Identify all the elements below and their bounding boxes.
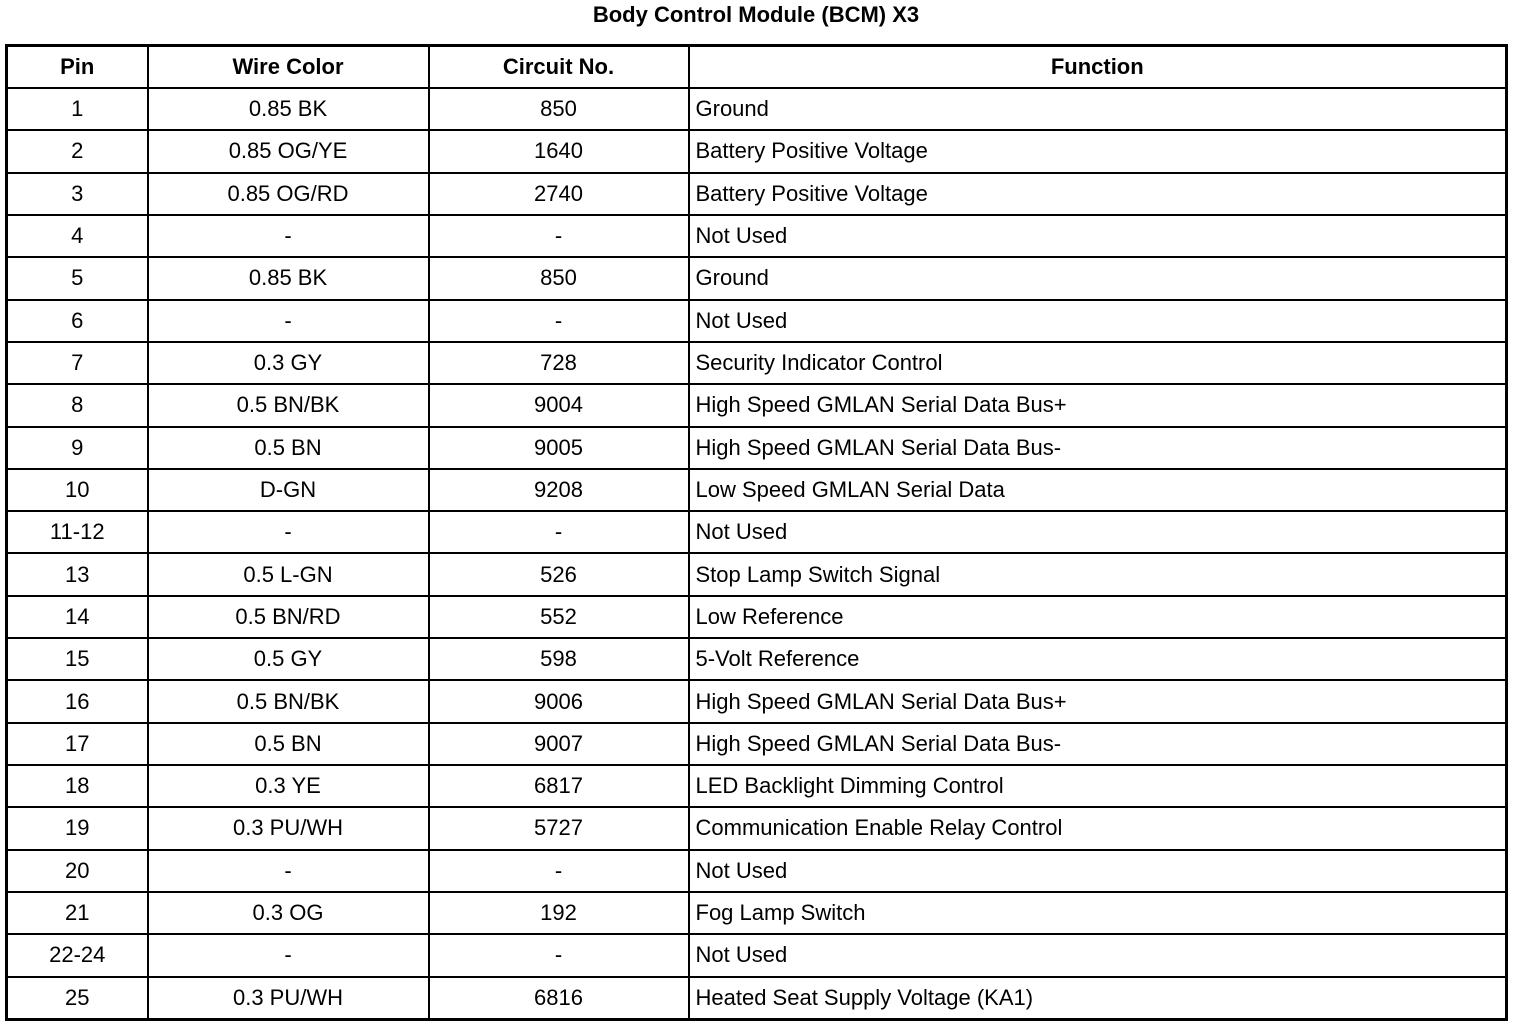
table-row — [7, 511, 1507, 553]
table-row — [7, 215, 1507, 257]
circuit-no-cell: 192 — [429, 892, 689, 934]
wire-color-cell: - — [148, 511, 429, 553]
table-row — [7, 300, 1507, 342]
wire-color-cell: 0.5 BN — [148, 723, 429, 765]
table-row — [7, 934, 1507, 976]
function-cell: Fog Lamp Switch — [689, 892, 1507, 934]
function-cell: High Speed GMLAN Serial Data Bus+ — [689, 384, 1507, 426]
pin-cell: 22-24 — [7, 934, 148, 976]
pin-cell: 25 — [7, 977, 148, 1020]
function-cell: Not Used — [689, 511, 1507, 553]
table-row — [7, 130, 1507, 172]
pin-cell: 7 — [7, 342, 148, 384]
circuit-no-cell: - — [429, 300, 689, 342]
pin-cell: 20 — [7, 850, 148, 892]
circuit-no-cell: 6816 — [429, 977, 689, 1020]
wire-color-cell: 0.5 BN/BK — [148, 680, 429, 722]
circuit-no-cell: 6817 — [429, 765, 689, 807]
pin-cell: 11-12 — [7, 511, 148, 553]
pin-cell: 6 — [7, 300, 148, 342]
table-row — [7, 257, 1507, 299]
pin-cell: 19 — [7, 807, 148, 849]
table-row — [7, 427, 1507, 469]
circuit-no-cell: 1640 — [429, 130, 689, 172]
circuit-no-cell: 2740 — [429, 173, 689, 215]
circuit-no-cell: 9006 — [429, 680, 689, 722]
table-row — [7, 807, 1507, 849]
table-row — [7, 88, 1507, 130]
circuit-no-cell: 9005 — [429, 427, 689, 469]
function-cell: Battery Positive Voltage — [689, 173, 1507, 215]
wire-color-cell: 0.85 OG/YE — [148, 130, 429, 172]
circuit-no-cell: - — [429, 215, 689, 257]
column-header-circuit-no: Circuit No. — [429, 46, 689, 89]
function-cell: Not Used — [689, 934, 1507, 976]
function-cell: Not Used — [689, 215, 1507, 257]
pin-cell: 3 — [7, 173, 148, 215]
pin-cell: 16 — [7, 680, 148, 722]
document-title: Body Control Module (BCM) X3 — [592, 2, 920, 27]
wire-color-cell: 0.5 GY — [148, 638, 429, 680]
pin-cell: 1 — [7, 88, 148, 130]
wire-color-cell: 0.3 PU/WH — [148, 977, 429, 1020]
wire-color-cell: 0.85 BK — [148, 257, 429, 299]
table-row — [7, 469, 1507, 511]
table-row — [7, 723, 1507, 765]
pin-cell: 5 — [7, 257, 148, 299]
pin-cell: 9 — [7, 427, 148, 469]
wire-color-cell: - — [148, 300, 429, 342]
circuit-no-cell: - — [429, 850, 689, 892]
function-cell: Not Used — [689, 300, 1507, 342]
circuit-no-cell: 728 — [429, 342, 689, 384]
table-row — [7, 765, 1507, 807]
pin-cell: 2 — [7, 130, 148, 172]
table-row — [7, 850, 1507, 892]
wire-color-cell: 0.85 BK — [148, 88, 429, 130]
circuit-no-cell: 526 — [429, 553, 689, 595]
wire-color-cell: - — [148, 850, 429, 892]
pin-cell: 4 — [7, 215, 148, 257]
wire-color-cell: 0.5 L-GN — [148, 553, 429, 595]
pin-cell: 8 — [7, 384, 148, 426]
table-row — [7, 342, 1507, 384]
table-row — [7, 173, 1507, 215]
table-header-row — [7, 46, 1507, 89]
wire-color-cell: 0.3 YE — [148, 765, 429, 807]
wire-color-cell: 0.3 PU/WH — [148, 807, 429, 849]
table-row — [7, 384, 1507, 426]
pin-cell: 21 — [7, 892, 148, 934]
connector-pinout-table — [5, 44, 1508, 1021]
function-cell: Low Speed GMLAN Serial Data — [689, 469, 1507, 511]
circuit-no-cell: 9007 — [429, 723, 689, 765]
circuit-no-cell: 9208 — [429, 469, 689, 511]
function-cell: Battery Positive Voltage — [689, 130, 1507, 172]
function-cell: Ground — [689, 88, 1507, 130]
table-row — [7, 892, 1507, 934]
wire-color-cell: 0.5 BN/BK — [148, 384, 429, 426]
pin-cell: 18 — [7, 765, 148, 807]
table-row — [7, 553, 1507, 595]
function-cell: Security Indicator Control — [689, 342, 1507, 384]
pin-cell: 15 — [7, 638, 148, 680]
circuit-no-cell: - — [429, 934, 689, 976]
function-cell: Low Reference — [689, 596, 1507, 638]
circuit-no-cell: 850 — [429, 257, 689, 299]
wire-color-cell: - — [148, 215, 429, 257]
function-cell: Not Used — [689, 850, 1507, 892]
table-row — [7, 977, 1507, 1020]
circuit-no-cell: 552 — [429, 596, 689, 638]
function-cell: Ground — [689, 257, 1507, 299]
circuit-no-cell: 9004 — [429, 384, 689, 426]
table-row — [7, 638, 1507, 680]
wire-color-cell: 0.3 OG — [148, 892, 429, 934]
wire-color-cell: - — [148, 934, 429, 976]
function-cell: LED Backlight Dimming Control — [689, 765, 1507, 807]
circuit-no-cell: 850 — [429, 88, 689, 130]
function-cell: 5-Volt Reference — [689, 638, 1507, 680]
wire-color-cell: 0.3 GY — [148, 342, 429, 384]
column-header-wire-color: Wire Color — [148, 46, 429, 89]
table-body — [7, 88, 1507, 1020]
function-cell: Stop Lamp Switch Signal — [689, 553, 1507, 595]
circuit-no-cell: 598 — [429, 638, 689, 680]
column-header-pin: Pin — [7, 46, 148, 89]
function-cell: High Speed GMLAN Serial Data Bus- — [689, 723, 1507, 765]
function-cell: High Speed GMLAN Serial Data Bus- — [689, 427, 1507, 469]
circuit-no-cell: 5727 — [429, 807, 689, 849]
table-row — [7, 680, 1507, 722]
function-cell: Heated Seat Supply Voltage (KA1) — [689, 977, 1507, 1020]
column-header-function: Function — [689, 46, 1507, 89]
wire-color-cell: 0.85 OG/RD — [148, 173, 429, 215]
pin-cell: 10 — [7, 469, 148, 511]
table-row — [7, 596, 1507, 638]
function-cell: High Speed GMLAN Serial Data Bus+ — [689, 680, 1507, 722]
wire-color-cell: 0.5 BN — [148, 427, 429, 469]
wire-color-cell: D-GN — [148, 469, 429, 511]
pin-cell: 14 — [7, 596, 148, 638]
function-cell: Communication Enable Relay Control — [689, 807, 1507, 849]
circuit-no-cell: - — [429, 511, 689, 553]
pin-cell: 13 — [7, 553, 148, 595]
pin-cell: 17 — [7, 723, 148, 765]
wire-color-cell: 0.5 BN/RD — [148, 596, 429, 638]
